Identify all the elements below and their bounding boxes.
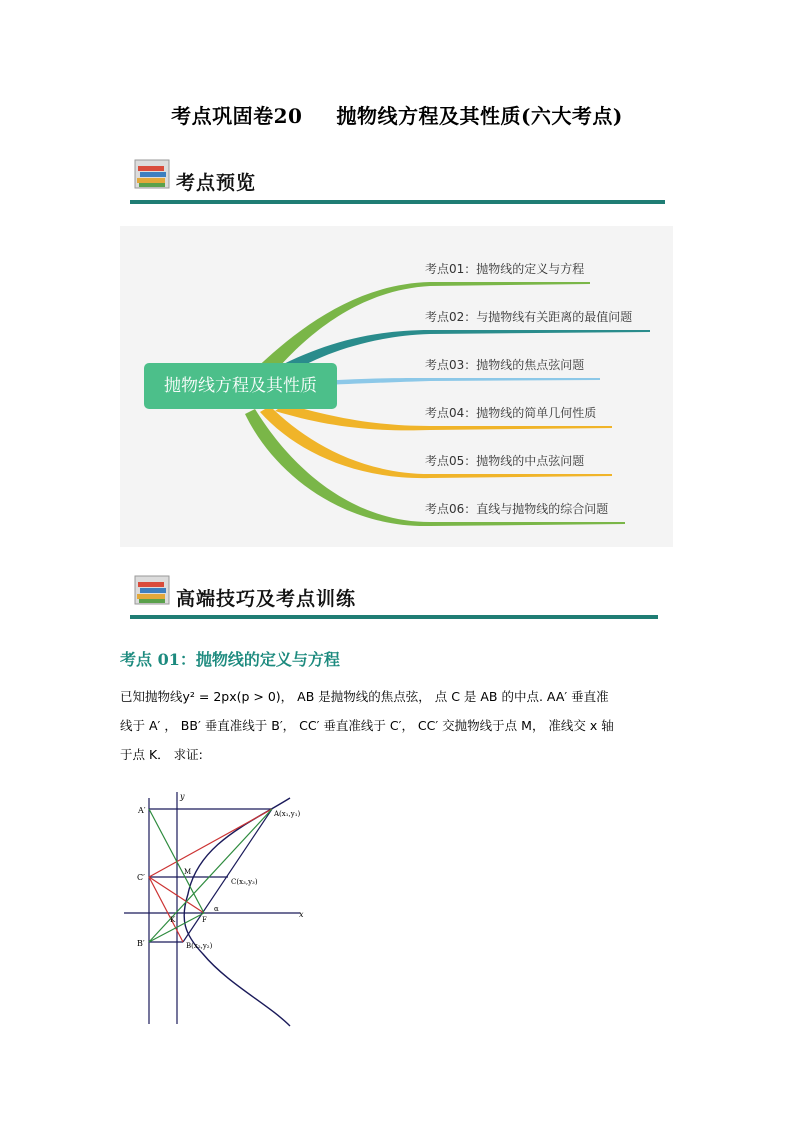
label-alpha: α bbox=[214, 905, 219, 913]
mindmap-center-node: 抛物线方程及其性质 bbox=[144, 363, 337, 409]
label-c-prime: C′ bbox=[137, 873, 145, 882]
label-b-prime: B′ bbox=[137, 939, 145, 948]
label-b: B(x₂,y₂) bbox=[186, 942, 213, 950]
banner-training bbox=[130, 574, 658, 622]
banner-preview-text: 考点预览 bbox=[176, 172, 257, 194]
label-x-axis: x bbox=[299, 910, 304, 919]
parabola-curve bbox=[184, 798, 290, 1026]
mindmap-branch-3: 考点03：抛物线的焦点弦问题 bbox=[425, 358, 585, 372]
line-b-prime-a bbox=[149, 809, 272, 942]
mindmap-branch-5: 考点05：抛物线的中点弦问题 bbox=[425, 454, 585, 468]
label-m: M bbox=[184, 868, 192, 876]
banner-preview bbox=[130, 158, 665, 206]
mindmap-branch-4: 考点04：抛物线的简单几何性质 bbox=[425, 406, 597, 420]
line-c-prime-b bbox=[149, 877, 183, 942]
problem-line-1: 已知抛物线y² = 2px(p > 0)， AB 是抛物线的焦点弦， 点 C 是 AB 的中点. AA′ 垂直准 bbox=[120, 689, 609, 704]
page-title bbox=[0, 100, 794, 129]
label-y-axis: y bbox=[180, 792, 185, 801]
problem-line-2: 线于 A′ ， BB′ 垂直准线于 B′， CC′ 垂直准线于 C′， CC′ 交抛物线于点 M， 准线交 x 轴 bbox=[120, 718, 614, 733]
label-f: F bbox=[202, 916, 207, 924]
label-k: K bbox=[170, 916, 176, 924]
title-right: 抛物线方程及其性质(六大考点) bbox=[336, 104, 623, 128]
label-a-prime: A′ bbox=[138, 806, 146, 815]
section-heading: 考点 01：抛物线的定义与方程 bbox=[120, 650, 340, 669]
mindmap-branch-1: 考点01：抛物线的定义与方程 bbox=[425, 262, 585, 276]
books-icon bbox=[132, 574, 172, 606]
title-left: 考点巩固卷20 bbox=[171, 104, 303, 128]
mindmap-branch-6: 考点06：直线与抛物线的综合问题 bbox=[425, 502, 609, 516]
banner-training-text: 高端技巧及考点训练 bbox=[176, 588, 357, 610]
mindmap-branch-2: 考点02：与抛物线有关距离的最值问题 bbox=[425, 310, 633, 324]
problem-line-3: 于点 K． 求证: bbox=[120, 747, 203, 762]
banner-training-rule bbox=[130, 615, 658, 619]
parabola-figure bbox=[118, 784, 314, 1032]
mindmap bbox=[120, 226, 673, 547]
banner-preview-rule bbox=[130, 200, 665, 204]
books-icon bbox=[132, 158, 172, 190]
label-c: C(x₃,y₃) bbox=[231, 878, 258, 886]
chord-ab bbox=[183, 809, 272, 942]
label-a: A(x₁,y₁) bbox=[274, 810, 301, 818]
